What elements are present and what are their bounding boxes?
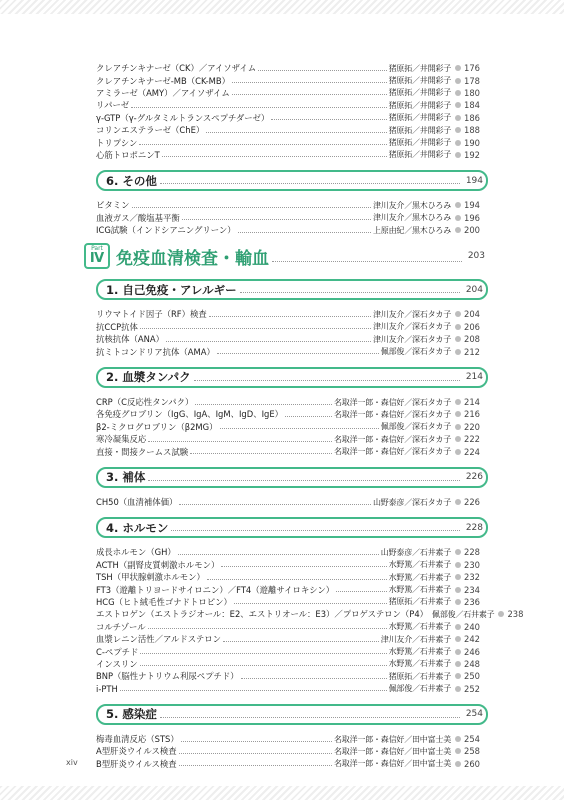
section-title: 5. 感染症: [106, 707, 157, 722]
entry-page: 246: [464, 646, 480, 657]
bullet-dot-icon: [455, 624, 461, 630]
section-heading[interactable]: [96, 517, 488, 538]
entry-title: 梅毒血清反応（STS）: [96, 734, 179, 745]
entry-title: BNP（脳性ナトリウム利尿ペプチド）: [96, 671, 239, 682]
entry-authors: 名取洋一郎・森信好／田中富士美: [334, 759, 451, 769]
bullet-dot-icon: [455, 436, 461, 442]
entry-page: 184: [464, 100, 480, 111]
entry-title: 抗核抗体（ANA）: [96, 334, 164, 345]
entry-title: エストロゲン（エストラジオール：E2、エストリオール：E3）／プロゲステロン（P4）: [96, 609, 429, 620]
entry-authors: 猪原拓／井開彩子: [388, 63, 451, 73]
entry-title: FT3（遊離トリヨードサイロニン）／FT4（遊離サイロキシン）: [96, 584, 335, 595]
entry-authors: 名取洋一郎・森信好／深石タカ子: [334, 397, 451, 407]
toc-entry[interactable]: [96, 345, 488, 357]
entry-title: 寒冷凝集反応: [96, 434, 147, 445]
entry-authors: 水野篤／石井素子: [388, 622, 451, 632]
leader-dots: [234, 603, 387, 604]
bullet-dot-icon: [455, 686, 461, 692]
toc-entry[interactable]: [96, 583, 488, 595]
leader-dots: [209, 316, 371, 317]
entry-authors: 佩部俊／石井素子: [388, 684, 451, 694]
entry-title: 抗ミトコンドリア抗体（AMA）: [96, 346, 215, 357]
entry-authors: 水野篤／石井素子: [388, 647, 451, 657]
toc-entry[interactable]: [96, 308, 488, 320]
entry-page: 188: [464, 125, 480, 136]
toc-entry[interactable]: [96, 733, 488, 745]
entry-authors: 名取洋一郎・森信好／深石タカ子: [334, 434, 451, 444]
leader-dots: [181, 741, 332, 742]
toc-entry[interactable]: [96, 421, 488, 433]
leader-dots: [166, 341, 371, 342]
entry-page: 206: [464, 321, 480, 332]
toc-entry[interactable]: [96, 112, 488, 124]
leader-dots: [148, 441, 332, 442]
entry-title: CRP（C反応性タンパク）: [96, 397, 194, 408]
entry-page: 228: [464, 547, 480, 558]
toc-entry[interactable]: [96, 433, 488, 445]
entry-page: 230: [464, 559, 480, 570]
leader-dots: [179, 753, 332, 754]
toc-entry[interactable]: [96, 408, 488, 420]
leader-dots: [217, 353, 379, 354]
table-of-contents: [89, 62, 524, 770]
leader-dots: [148, 480, 460, 481]
leader-dots: [232, 82, 387, 83]
entry-title: コリンエステラーゼ（ChE）: [96, 125, 205, 136]
bullet-dot-icon: [455, 562, 461, 568]
entry-page: 252: [464, 683, 480, 694]
entry-title: i-PTH: [96, 683, 118, 694]
leader-dots: [232, 94, 387, 95]
leader-dots: [207, 579, 387, 580]
entry-page: 194: [464, 200, 480, 211]
entry-authors: 猪原拓／井開彩子: [388, 88, 451, 98]
entry-authors: 名取洋一郎・森信好／深石タカ子: [334, 447, 451, 457]
entry-page: 222: [464, 434, 480, 445]
bullet-dot-icon: [455, 140, 461, 146]
leader-dots: [139, 144, 386, 145]
toc-entry[interactable]: [96, 559, 488, 571]
bullet-dot-icon: [455, 324, 461, 330]
toc-entry[interactable]: [96, 546, 488, 558]
section-page: 228: [465, 522, 483, 533]
entry-authors: 津川友介／黒木ひろみ: [373, 213, 451, 223]
entry-authors: 佩部俊／深石タカ子: [380, 422, 451, 432]
leader-dots: [171, 530, 460, 531]
entry-page: 190: [464, 137, 480, 148]
leader-dots: [221, 566, 386, 567]
bullet-dot-icon: [455, 587, 461, 593]
toc-entry[interactable]: [96, 149, 488, 161]
toc-entry[interactable]: [96, 396, 488, 408]
entry-page: 240: [464, 621, 480, 632]
entry-title: 成長ホルモン（GH）: [96, 547, 176, 558]
toc-entry[interactable]: [96, 658, 488, 670]
part-page: 203: [467, 251, 485, 262]
leader-dots: [285, 416, 332, 417]
entry-authors: 上原由紀／黒木ひろみ: [373, 225, 451, 235]
leader-dots: [272, 261, 462, 262]
bullet-dot-icon: [455, 748, 461, 754]
leader-dots: [271, 119, 386, 120]
leader-dots: [120, 690, 387, 691]
entry-page: 254: [464, 734, 480, 745]
entry-title: クレアチンキナーゼ-MB（CK-MB）: [96, 75, 230, 86]
toc-entry[interactable]: [96, 99, 488, 111]
entry-page: 248: [464, 658, 480, 669]
bullet-dot-icon: [455, 424, 461, 430]
bullet-dot-icon: [455, 102, 461, 108]
bullet-dot-icon: [455, 65, 461, 71]
section-heading[interactable]: [96, 467, 488, 488]
toc-entry[interactable]: [96, 745, 488, 757]
bullet-dot-icon: [455, 661, 461, 667]
toc-entry[interactable]: [96, 608, 524, 620]
leader-dots: [258, 70, 386, 71]
entry-page: 258: [464, 746, 480, 757]
entry-page: 250: [464, 671, 480, 682]
toc-entry[interactable]: [96, 571, 488, 583]
bullet-dot-icon: [455, 115, 461, 121]
leader-dots: [195, 404, 332, 405]
entry-page: 200: [464, 225, 480, 236]
entry-title: 抗CCP抗体: [96, 321, 138, 332]
part-heading[interactable]: [84, 242, 488, 270]
section-title: 3. 補体: [106, 470, 146, 485]
entry-title: ICG試験（インドシアニングリーン）: [96, 225, 236, 236]
leader-dots: [140, 328, 371, 329]
toc-entry[interactable]: [96, 321, 488, 333]
entry-title: コルチゾール: [96, 621, 146, 632]
toc-entry[interactable]: [96, 633, 488, 645]
section-heading[interactable]: [96, 279, 488, 300]
bullet-dot-icon: [455, 636, 461, 642]
entry-authors: 津川友介／黒木ひろみ: [373, 200, 451, 210]
leader-dots: [160, 183, 460, 184]
leader-dots: [190, 453, 332, 454]
leader-dots: [178, 554, 379, 555]
section-heading[interactable]: [96, 170, 488, 191]
entry-authors: 山野泰彦／石井素子: [380, 547, 451, 557]
entry-title: 各免疫グロブリン（IgG、IgA、IgM、IgD、IgE）: [96, 409, 284, 420]
entry-page: 176: [464, 63, 480, 74]
bullet-dot-icon: [455, 311, 461, 317]
section-page: 254: [465, 709, 483, 720]
bullet-dot-icon: [455, 574, 461, 580]
entry-title: HCG（ヒト絨毛性ゴナドトロピン）: [96, 596, 232, 607]
leader-dots: [131, 107, 387, 108]
entry-page: 236: [464, 596, 480, 607]
leader-dots: [238, 232, 371, 233]
entry-title: ビタミン: [96, 200, 130, 211]
entry-page: 220: [464, 421, 480, 432]
entry-authors: 水野篤／石井素子: [388, 585, 451, 595]
toc-entry[interactable]: [96, 683, 488, 695]
section-title: 2. 血漿タンパク: [106, 370, 191, 385]
entry-authors: 猪原拓／井開彩子: [388, 76, 451, 86]
leader-dots: [206, 132, 386, 133]
leader-dots: [179, 504, 371, 505]
entry-page: 180: [464, 87, 480, 98]
entry-page: 226: [464, 497, 480, 507]
bullet-dot-icon: [455, 202, 461, 208]
toc-entry[interactable]: [96, 333, 488, 345]
bullet-dot-icon: [455, 499, 461, 505]
entry-authors: 猪原拓／井開彩子: [388, 100, 451, 110]
bullet-dot-icon: [455, 152, 461, 158]
entry-title: 血漿レニン活性／アルドステロン: [96, 634, 222, 645]
leader-dots: [182, 219, 371, 220]
part-numeral: Ⅳ: [89, 251, 105, 267]
page-number: xiv: [66, 758, 78, 767]
entry-page: 186: [464, 112, 480, 123]
entry-authors: 津川友介／石井素子: [380, 634, 451, 644]
entry-title: 血液ガス／酸塩基平衡: [96, 212, 180, 223]
toc-entry[interactable]: [96, 62, 488, 74]
entry-page: 204: [464, 309, 480, 320]
leader-dots: [140, 665, 387, 666]
entry-authors: 水野篤／石井素子: [388, 560, 451, 570]
entry-authors: 名取洋一郎・森信好／田中富士美: [334, 734, 451, 744]
leader-dots: [160, 717, 460, 718]
leader-dots: [240, 292, 460, 293]
entry-authors: 山野泰彦／深石タカ子: [373, 497, 451, 507]
section-title: 4. ホルモン: [106, 520, 169, 535]
toc-entry[interactable]: [96, 645, 488, 657]
entry-authors: 猪原拓／石井素子: [388, 597, 451, 607]
entry-authors: 津川友介／深石タカ子: [373, 334, 451, 344]
leader-dots: [194, 380, 460, 381]
bullet-dot-icon: [455, 761, 461, 767]
toc-entry[interactable]: [96, 621, 488, 633]
entry-title: 心筋トロポニンT: [96, 149, 160, 160]
bullet-dot-icon: [455, 336, 461, 342]
leader-dots: [336, 591, 386, 592]
leader-dots: [148, 628, 387, 629]
bullet-dot-icon: [455, 127, 461, 133]
entry-authors: 猪原拓／石井素子: [388, 671, 451, 681]
entry-title: β2-ミクログロブリン（β2MG）: [96, 421, 218, 432]
entry-title: γ-GTP（γ-グルタミルトランスペプチダーゼ）: [96, 112, 270, 123]
entry-title: リウマトイド因子（RF）検査: [96, 309, 207, 320]
bullet-dot-icon: [455, 78, 461, 84]
top-stripe-decoration: [0, 0, 564, 14]
section-page: 214: [465, 372, 483, 383]
entry-page: 196: [464, 212, 480, 223]
entry-title: TSH（甲状腺刺激ホルモン）: [96, 572, 205, 583]
leader-dots: [179, 765, 332, 766]
entry-page: 212: [464, 346, 480, 357]
entry-page: 208: [464, 334, 480, 345]
entry-title: クレアチンキナーゼ（CK）／アイソザイム: [96, 63, 257, 74]
entry-page: 232: [464, 572, 480, 583]
bullet-dot-icon: [455, 599, 461, 605]
section-title: 6. その他: [106, 173, 157, 188]
entry-authors: 津川友介／深石タカ子: [373, 309, 451, 319]
entry-authors: 水野篤／石井素子: [388, 572, 451, 582]
leader-dots: [132, 207, 372, 208]
entry-page: 234: [464, 584, 480, 595]
toc-entry[interactable]: [96, 224, 488, 236]
bullet-dot-icon: [455, 215, 461, 221]
part-label: Part: [91, 245, 103, 253]
part-title: 免疫血清検査・輸血: [116, 248, 269, 269]
entry-title: A型肝炎ウイルス検査: [96, 746, 177, 757]
entry-authors: 佩部俊／深石タカ子: [380, 347, 451, 357]
entry-authors: 猪原拓／井開彩子: [388, 125, 451, 135]
bullet-dot-icon: [455, 411, 461, 417]
leader-dots: [223, 641, 379, 642]
section-page: 194: [465, 175, 483, 186]
entry-page: 214: [464, 397, 480, 408]
toc-entry[interactable]: [96, 199, 488, 211]
entry-page: 260: [464, 758, 480, 769]
bullet-dot-icon: [455, 227, 461, 233]
toc-entry[interactable]: [96, 596, 488, 608]
entry-page: 242: [464, 634, 480, 645]
section-heading[interactable]: [96, 367, 488, 388]
entry-authors: 猪原拓／井開彩子: [388, 138, 451, 148]
leader-dots: [140, 653, 386, 654]
toc-entry[interactable]: [96, 124, 488, 136]
entry-title: アミラーゼ（AMY）／アイソザイム: [96, 87, 230, 98]
entry-page: 178: [464, 75, 480, 86]
toc-entry[interactable]: [96, 87, 488, 99]
toc-entry[interactable]: [96, 445, 488, 457]
part-badge: [84, 243, 110, 269]
entry-title: C-ペプチド: [96, 646, 139, 657]
entry-title: ACTH（副腎皮質刺激ホルモン）: [96, 559, 220, 570]
entry-authors: 津川友介／深石タカ子: [373, 322, 451, 332]
entry-authors: 猪原拓／井開彩子: [388, 113, 451, 123]
toc-entry[interactable]: [96, 670, 488, 682]
entry-title: B型肝炎ウイルス検査: [96, 758, 177, 769]
entry-title: 直接・間接クームス試験: [96, 446, 189, 457]
entry-authors: 名取洋一郎・森信好／田中富士美: [334, 746, 451, 756]
bullet-dot-icon: [455, 649, 461, 655]
leader-dots: [162, 156, 387, 157]
entry-authors: 佩部俊／石井素子: [432, 609, 495, 619]
entry-authors: 猪原拓／井開彩子: [388, 150, 451, 160]
toc-entry[interactable]: [96, 74, 488, 86]
section-page: 226: [465, 472, 483, 483]
entry-page: 216: [464, 409, 480, 420]
leader-dots: [241, 678, 387, 679]
entry-authors: 名取洋一郎・森信好／深石タカ子: [334, 409, 451, 419]
bullet-dot-icon: [455, 673, 461, 679]
entry-title: トリプシン: [96, 137, 138, 148]
toc-entry[interactable]: [96, 212, 488, 224]
bullet-dot-icon: [455, 736, 461, 742]
bullet-dot-icon: [455, 549, 461, 555]
entry-page: 238: [507, 609, 524, 620]
leader-dots: [220, 428, 379, 429]
bullet-dot-icon: [455, 399, 461, 405]
bullet-dot-icon: [498, 611, 504, 617]
section-heading[interactable]: [96, 704, 488, 725]
toc-entry[interactable]: [96, 496, 488, 508]
toc-entry[interactable]: [96, 136, 488, 148]
entry-page: 192: [464, 149, 480, 160]
bullet-dot-icon: [455, 349, 461, 355]
entry-title: CH50（血清補体価）: [96, 497, 178, 507]
bottom-stripe-decoration: [0, 786, 564, 800]
entry-page: 224: [464, 446, 480, 457]
section-page: 204: [465, 284, 483, 295]
bullet-dot-icon: [455, 90, 461, 96]
entry-authors: 水野篤／石井素子: [388, 659, 451, 669]
entry-title: インスリン: [96, 658, 138, 669]
section-title: 1. 自己免疫・アレルギー: [106, 282, 237, 297]
entry-title: リパーゼ: [96, 100, 130, 111]
bullet-dot-icon: [455, 449, 461, 455]
toc-entry[interactable]: [96, 758, 488, 770]
